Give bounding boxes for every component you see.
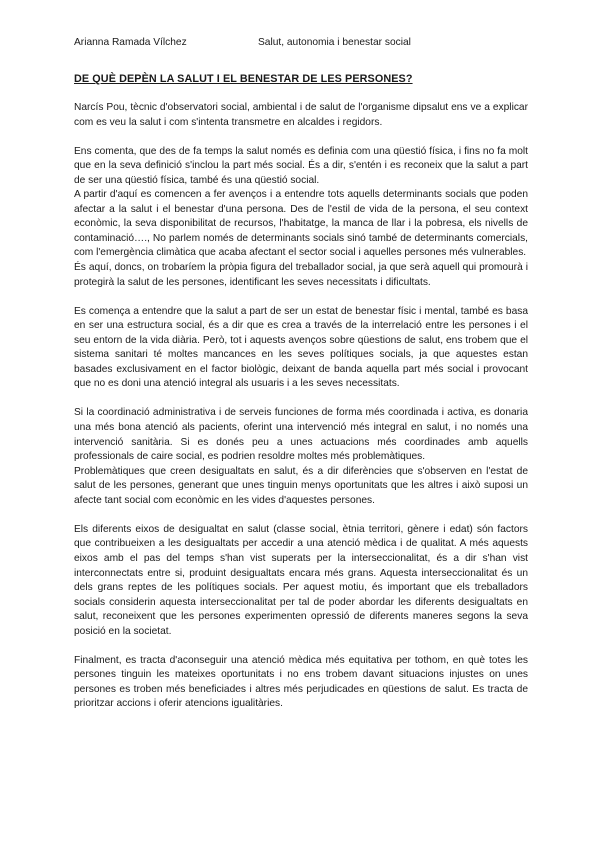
header-subject: Salut, autonomia i benestar social: [258, 37, 411, 48]
paragraph-intro: Narcís Pou, tècnic d'observatori social, ambiental i de salut de l'organisme dipsalut ens ve a explicar com es veu la salut i com s'intenta transmetre en alcaldes i regidors.: [74, 102, 528, 128]
paragraph-social-structure: Es comença a entendre que la salut a part de ser un estat de benestar físic i mental, també es basa en ser una estructura social, és a dir que es crea a través de la interrelació entre les persones i el seu entorn de la vida diària. Però, tot i aquests avenços sobre qüestions de salut, ens trobem que el sistema sanitari té moltes mancances en les seves polítiques socials, ja que aquestes estan basades exclusivament en el factor biològic, deixant de banda aquella part més social i provocant que no es doni una atenció integral als usuaris i a les seves necessitats.: [74, 305, 528, 390]
paragraph-social-worker: És aquí, doncs, on trobaríem la pròpia figura del treballador social, ja que serà aquell qui promourà i protegirà la salut de les persones, identificant les seves necessitats i dificultats.: [74, 262, 528, 288]
paragraph-determinants: A partir d'aquí es comencen a fer avenços i a entendre tots aquells determinants socials que poden afectar a la salut i el benestar d'una persona. Des de l'estil de vida de la persona, el seu context econòmic, la seva disponibilitat de recursos, l'habitatge, la manca de llar i la pobresa, els nivells de contaminació…., No parlem només de determinants socials sinó també de determinants comercials, com l'emergència climàtica que acaba afectant el sector social i aquelles persones més vulnerables.: [74, 189, 528, 259]
paragraph-definition: Ens comenta, que des de fa temps la salut només es definia com una qüestió física, i fins no fa molt que en la seva definició s'inclou la part més social. És a dir, s'entén i es reconeix que la salut a part de ser una qüestió física, també és una qüestió social.: [74, 145, 528, 186]
paragraph-intersectionality: Els diferents eixos de desigualtat en salut (classe social, ètnia territori, gènere i edat) són factors que contribueixen a les desigualtats per accedir a una atenció mèdica i de qualitat. A més aquests eixos amb el pas del temps s'han vist superats per la interseccionalitat, és a dir s'han vist interconnectats entre si, produint desigualtats encara més grans. Aquesta interseccionalitat és un dels grans reptes de les polítiques socials. Per aquest motiu, és important que els treballadors socials considerin aquesta interseccionalitat per tal de poder abordar les diferents desigualtats en salut, reconeixent que les persones experimenten opressió de diferents maneres segons la seva posició en la societat.: [74, 523, 528, 637]
paragraph-conclusion: Finalment, es tracta d'aconseguir una atenció mèdica més equitativa per tothom, en què totes les persones tinguin les mateixes oportunitats i no ens trobem davant situacions injustes on unes persones es troben més beneficiades i altres més perjudicades en qüestions de salut. Es tracta de prioritzar accions i oferir atencions igualitàries.: [74, 654, 528, 710]
document-title: DE QUÈ DEPÈN LA SALUT I EL BENESTAR DE LES PERSONES?: [74, 73, 413, 85]
page-header: [74, 36, 534, 50]
document-body: [74, 101, 528, 712]
paragraph-coordination: Si la coordinació administrativa i de serveis funciones de forma més coordinada i activa, es donaria una més bona atenció als pacients, oferint una intervenció més integral en salut, i no només una intervenció sanitària. Si es donés peu a unes actuacions més coordinades amb aquells professionals de caire social, es podrien resoldre moltes més problemàtiques.: [74, 407, 528, 463]
header-author: Arianna Ramada Vílchez: [74, 37, 187, 48]
paragraph-inequalities: Problemàtiques que creen desigualtats en salut, és a dir diferències que s'observen en l'estat de salut de les persones, generant que unes tinguin menys oportunitats que les altres i això suposi un afecte tant social com econòmic en les vides d'aquestes persones.: [74, 465, 528, 506]
